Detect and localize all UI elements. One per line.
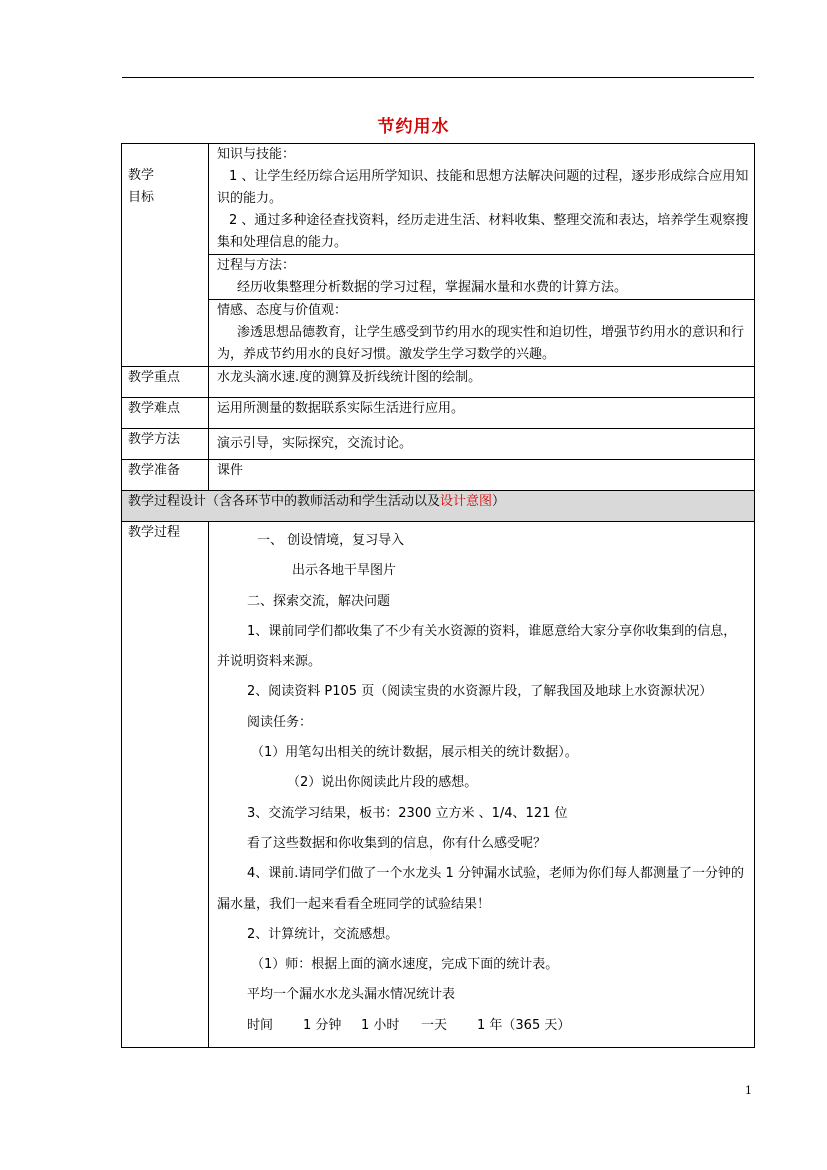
procedure-line: 看了这些数据和你收集到的信息，你有什么感受呢？ xyxy=(247,835,547,851)
key-point-row xyxy=(122,367,755,398)
objectives-row-emotion xyxy=(122,300,755,367)
procedure-line: 出示各地干旱图片 xyxy=(292,563,397,579)
procedure-cell xyxy=(209,522,755,1048)
method-label: 教学方法 xyxy=(122,429,209,460)
procedure-line: 二、探索交流，解决问题 xyxy=(247,593,391,609)
key-point-label: 教学重点 xyxy=(122,367,209,398)
stat-header-day: 一天 xyxy=(421,1017,448,1033)
method-row xyxy=(122,429,755,460)
procedure-line: （2）说出你阅读此片段的感想。 xyxy=(287,775,478,791)
knowledge-heading: 知识与技能： xyxy=(217,147,296,162)
lesson-plan-table xyxy=(121,143,755,1048)
emotion-cell xyxy=(209,300,755,367)
stat-header-year: 1 年（365 天） xyxy=(477,1017,571,1033)
objectives-label-2: 目标 xyxy=(128,190,155,205)
procedure-label: 教学过程 xyxy=(122,522,209,1048)
knowledge-item-1: 1 、让学生经历综合运用所学知识、技能和思想方法解决问题的过程，逐步形成综合应用知识的能力。 xyxy=(217,169,749,206)
page-number: 1 xyxy=(745,1084,752,1097)
stat-header-time: 时间 xyxy=(247,1017,274,1033)
stat-header-minute: 1 分钟 xyxy=(303,1017,342,1033)
design-text: 教学过程设计（含各环节中的教师活动和学生活动以及 xyxy=(128,494,441,509)
procedure-line: （1）用笔勾出相关的统计数据，展示相关的统计数据）。 xyxy=(251,745,578,761)
objectives-label-cell xyxy=(122,144,209,367)
stat-header-hour: 1 小时 xyxy=(361,1017,400,1033)
stat-table-header-row xyxy=(217,1011,748,1041)
procedure-row xyxy=(122,522,755,1048)
emotion-heading: 情感、态度与价值观： xyxy=(217,303,348,318)
process-method-cell xyxy=(209,255,755,300)
procedure-line: 一、 创设情境，复习导入 xyxy=(257,533,405,548)
procedure-line: 1、课前同学们都收集了不少有关水资源的资料，谁愿意给大家分享你收集到的信息，并说明资料来源。 xyxy=(217,623,737,670)
procedure-line: 2、计算统计，交流感想。 xyxy=(247,926,399,942)
knowledge-cell xyxy=(209,144,755,255)
document-title: 节约用水 xyxy=(377,117,450,137)
procedure-line: 阅读任务： xyxy=(247,714,313,730)
knowledge-item-2: 2 、通过多种途径查找资料，经历走进生活、材料收集、整理交流和表达，培养学生观察搜集和处理信息的能力。 xyxy=(217,213,749,250)
objectives-row-process xyxy=(122,255,755,300)
difficulty-value: 运用所测量的数据联系实际生活进行应用。 xyxy=(209,398,755,429)
procedure-line: 2、阅读资料 P105 页（阅读宝贵的水资源片段，了解我国及地球上水资源状况） xyxy=(247,684,713,700)
difficulty-label: 教学难点 xyxy=(122,398,209,429)
preparation-row xyxy=(122,460,755,491)
process-text: 经历收集整理分析数据的学习过程，掌握漏水量和水费的计算方法。 xyxy=(237,280,628,295)
objectives-row-knowledge xyxy=(122,144,755,255)
design-tail: ） xyxy=(492,494,506,509)
design-row xyxy=(122,491,755,522)
objectives-label-1: 教学 xyxy=(128,168,155,183)
preparation-label: 教学准备 xyxy=(122,460,209,491)
key-point-value: 水龙头滴水速.度的测算及折线统计图的绘制。 xyxy=(209,367,755,398)
procedure-line: （1）师：根据上面的滴水速度，完成下面的统计表。 xyxy=(251,957,559,973)
emotion-text: 渗透思想品德教育，让学生感受到节约用水的现实性和迫切性，增强节约用水的意识和行为，养成节约用水的良好习惯。激发学生学习数学的兴趣。 xyxy=(217,325,745,362)
header-rule xyxy=(122,77,754,78)
design-cell xyxy=(122,491,755,522)
procedure-line: 3、交流学习结果，板书：2300 立方米 、1/4、121 位 xyxy=(247,805,568,821)
process-heading: 过程与方法： xyxy=(217,258,296,273)
method-value: 演示引导，实际探究，交流讨论。 xyxy=(209,429,755,460)
design-intent-text: 设计意图 xyxy=(440,494,493,509)
difficulty-row xyxy=(122,398,755,429)
procedure-line: 4、课前.请同学们做了一个水龙头 1 分钟漏水试验，老师为你们每人都测量了一分钟的漏水量，我们一起来看看全班同学的试验结果！ xyxy=(217,866,744,912)
procedure-line: 平均一个漏水水龙头漏水情况统计表 xyxy=(247,987,456,1003)
preparation-value: 课件 xyxy=(209,460,755,491)
